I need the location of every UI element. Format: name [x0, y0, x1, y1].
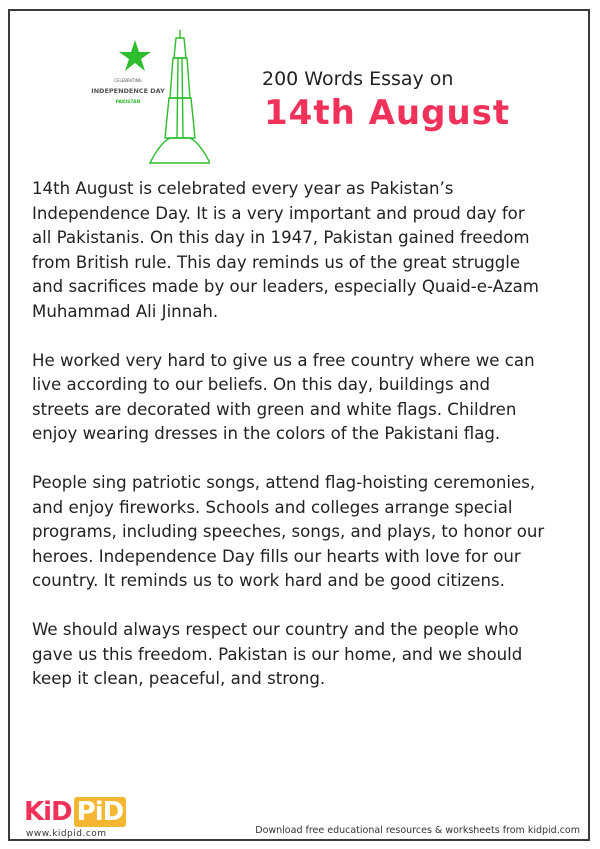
- essay-body: [32, 177, 577, 716]
- essay-line: streets are decorated with green and white flags. Children: [32, 399, 517, 419]
- essay-subtitle: 200 Words Essay on: [262, 68, 454, 90]
- essay-line: 14th August is celebrated every year as Pakistan’s: [32, 179, 454, 198]
- essay-title: 14th August: [264, 93, 511, 133]
- essay-paragraph: [32, 349, 577, 447]
- essay-line: He worked very hard to give us a free country where we can: [32, 350, 535, 370]
- star-icon: [119, 40, 151, 71]
- essay-paragraph: [32, 618, 577, 692]
- essay-paragraph: [32, 177, 577, 325]
- brand-kid: KiD: [24, 797, 72, 827]
- essay-line: We should always respect our country and the people who: [32, 619, 519, 639]
- essay-line: and sacrifices made by our leaders, especially Quaid-e-Azam: [32, 277, 539, 297]
- essay-line: programs, including speeches, songs, and plays, to honor our: [32, 522, 545, 542]
- essay-paragraph: [32, 471, 577, 594]
- essay-line: country. It reminds us to work hard and be good citizens.: [32, 571, 505, 591]
- logo-text-celebrating: CELEBRATING: [114, 78, 142, 83]
- kidpid-logo[interactable]: [24, 798, 126, 826]
- essay-line: Independence Day. It is a very important and proud day for: [32, 203, 525, 223]
- essay-line: Muhammad Ali Jinnah.: [32, 301, 219, 321]
- independence-day-logo: [50, 18, 210, 168]
- essay-line: and enjoy fireworks. Schools and colleges arrange special: [32, 497, 513, 517]
- essay-line: live according to our beliefs. On this day, buildings and: [32, 375, 491, 395]
- essay-line: gave us this freedom. Pakistan is our home, and we should: [32, 644, 523, 664]
- brand-pid: PiD: [74, 797, 127, 827]
- minar-icon: [150, 30, 210, 163]
- logo-text-pakistan: PAKISTAN: [115, 100, 141, 105]
- website-link[interactable]: www.kidpid.com: [26, 829, 107, 839]
- essay-line: keep it clean, peaceful, and strong.: [32, 669, 326, 689]
- essay-line: heroes. Independence Day fills our hearts with love for our: [32, 546, 521, 566]
- essay-line: from British rule. This day reminds us of the great struggle: [32, 252, 521, 272]
- footer-note: Download free educational resources & worksheets from kidpid.com: [255, 825, 580, 836]
- essay-line: People sing patriotic songs, attend flag-hoisting ceremonies,: [32, 472, 536, 492]
- essay-line: enjoy wearing dresses in the colors of the Pakistani flag.: [32, 424, 501, 444]
- essay-line: all Pakistanis. On this day in 1947, Pakistan gained freedom: [32, 228, 530, 248]
- logo-text-independence: INDEPENDENCE DAY: [91, 87, 165, 95]
